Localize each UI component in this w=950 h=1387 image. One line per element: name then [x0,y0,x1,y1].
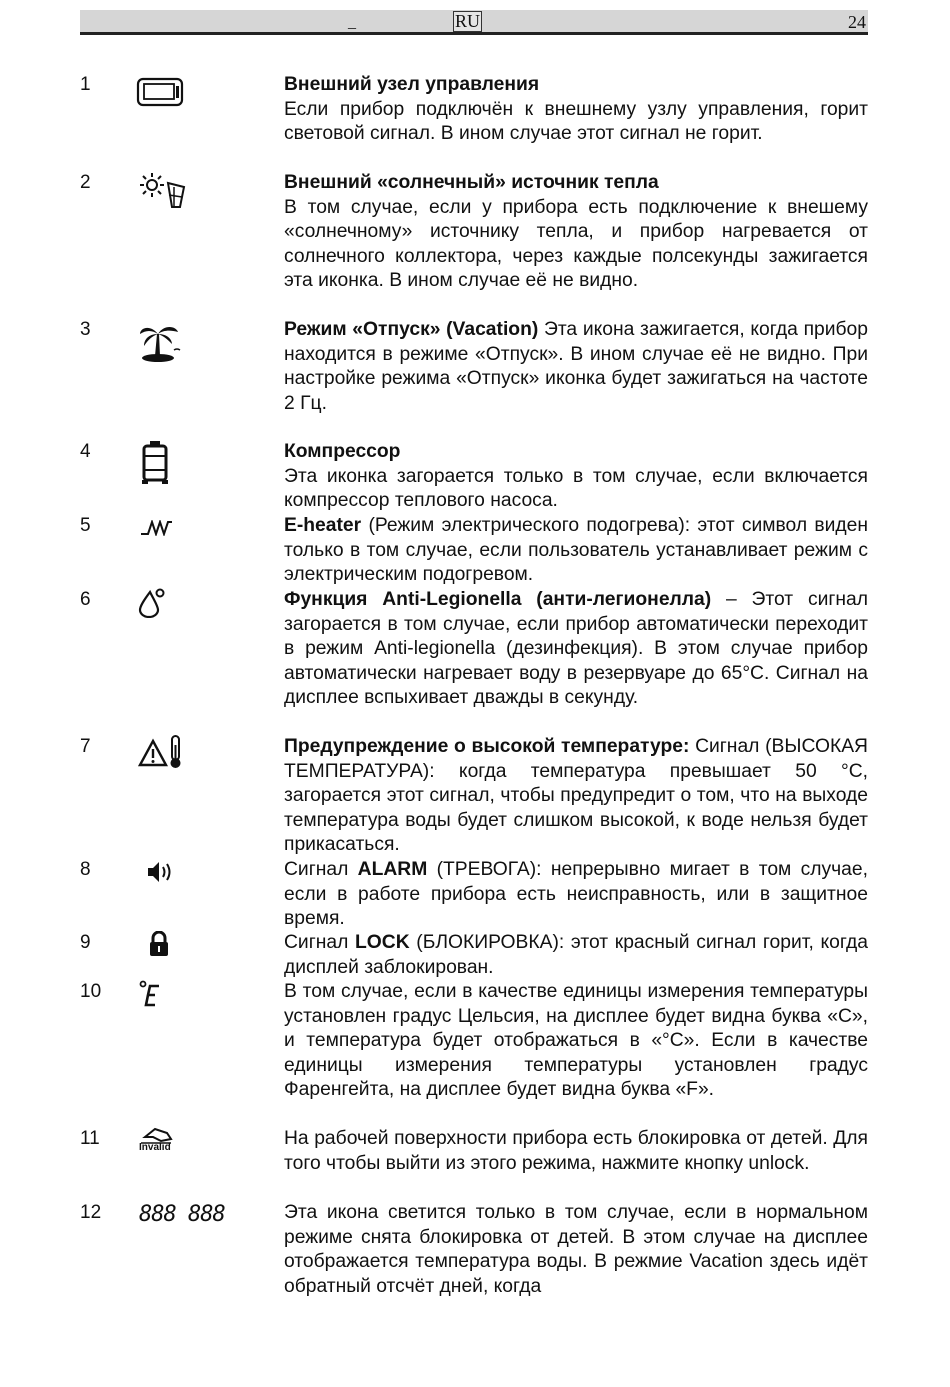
item-title: Компрессор [284,441,401,462]
lock-icon [148,931,170,962]
item-number: 8 [80,859,91,880]
page-number: 24 [848,12,866,32]
item-body: В том случае, если у прибора есть подключение к внешему «солнечному» источнику тепла, и прибор нагревается от солнечного коллектора, через каждые полсекунды зажигается эта иконка. В ином случае её не видно. [284,196,868,291]
item-text [284,440,868,514]
item-pre: Сигнал [284,932,356,953]
item-number: 12 [80,1202,102,1223]
item-lead: Предупреждение о высокой температуре: [284,736,690,757]
item-number: 6 [80,589,91,610]
seven-segment-display-icon [139,1202,225,1227]
item-body: В том случае, если в качестве единицы измерения температуры установлен градус Цельсия, на дисплее будет видна буква «С», и температура будет отображаться в «°C». Если в качестве единицы измерения температуры установлен градус Фаренгейта, на дисплее будет видна буква «F». [284,981,868,1100]
invalid-label: Invalid [139,1142,171,1153]
item-number: 10 [80,981,102,1002]
page-header [80,10,868,35]
item-body: (ТРЕВОГА): непрерывно мигает в том случае, если в работе прибора есть неисправность, или в защитное время. [284,859,868,929]
alarm-speaker-icon [146,860,176,889]
invalid-hand-icon [137,1127,181,1157]
item-body: Если прибор подключён к внешнему узлу управления, горит световой сигнал. В ином случае этот сигнал не горит. [284,98,868,144]
item-text [284,588,868,711]
item-text [284,1201,868,1299]
item-body: Сигнал (ВЫСОКАЯ ТЕМПЕРАТУРА): когда температура превышает 50 °C, загорается этот сигнал, чтобы предупредит о том, что на выходе температура воды будет слишком высокой, к воде нельзя будет прикасаться. [284,736,868,855]
item-text [284,1127,868,1176]
item-text [284,73,868,147]
item-body: Эта иконка загорается только в том случае, если включается компрессор теплового насоса. [284,465,868,511]
item-title: Внешний узел управления [284,74,540,95]
item-number: 11 [80,1128,100,1149]
item-number: 7 [80,736,91,757]
item-text [284,931,868,980]
item-pre: Сигнал [284,859,358,880]
header-separator: _ [348,14,356,31]
item-body: На рабочей поверхности прибора есть блокировка от детей. Для того чтобы выйти из этого режима, нажмите кнопку unlock. [284,1128,868,1174]
vacation-palm-icon [138,320,186,369]
e-heater-icon [140,520,174,541]
item-number: 5 [80,515,91,536]
high-temperature-warning-icon [138,735,186,774]
degree-unit-icon [139,980,163,1013]
item-body: (Режим электрического подогрева): этот символ виден только в том случае, если пользователь устанавливает режим с электрическим подогревом. [284,515,868,585]
item-lead: E-heater [284,515,362,536]
item-number: 9 [80,932,91,953]
language-label: RU [455,11,481,31]
segment-display-label: 888 888 [139,1202,225,1227]
solar-heat-icon [138,173,190,216]
item-number: 3 [80,319,91,340]
item-text [284,858,868,932]
item-body: Эта икона светится только в том случае, если в нормальном режиме снята блокировка от детей. В этом случае на дисплее отображается температура воды. В режмие Vacation здесь идёт обратный отсчёт дней, когда [284,1202,868,1297]
item-text [284,735,868,858]
compressor-icon [138,440,172,491]
item-text [284,318,868,416]
item-body: Эта икона зажигается, когда прибор находится в режиме «Отпуск». В ином случае её не видно. При настройке режима «Отпуск» иконка будет зажигаться на частоте 2 Гц. [284,319,869,414]
item-body: – Этот сигнал загорается в том случае, если прибор автоматически переходит в режим Anti-legionella (дезинфекция). В этом случае прибор автоматически нагревает воду в резервуаре до 65°C. Сигнал на дисплее вспыхивает дважды в секунду. [284,589,869,708]
item-number: 2 [80,172,91,193]
item-text [284,171,868,294]
anti-legionella-icon [138,588,166,623]
item-number: 4 [80,441,91,462]
item-number: 1 [80,74,91,95]
item-body: (БЛОКИРОВКА): этот красный сигнал горит, когда дисплей заблокирован. [284,932,868,978]
control-unit-icon [136,77,184,112]
item-text [284,514,868,588]
item-lead: LOCK [355,932,410,953]
item-title: Внешний «солнечный» источник тепла [284,172,659,193]
item-lead: ALARM [357,859,428,880]
item-lead: Функция Anti-Legionella (анти-легионелла) [284,589,712,610]
item-text [284,980,868,1103]
item-lead: Режим «Отпуск» (Vacation) [284,319,539,340]
